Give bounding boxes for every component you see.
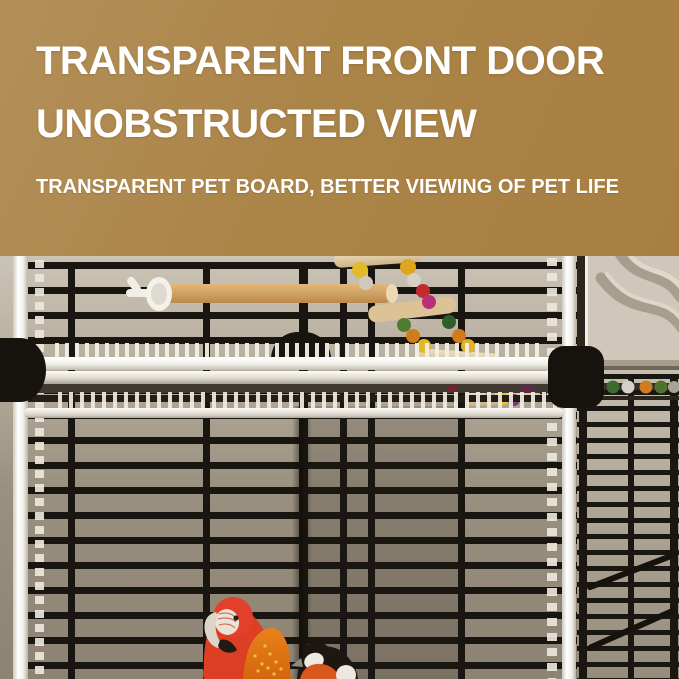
frame-clips-right	[547, 258, 557, 679]
board-bottom-rail	[24, 408, 564, 418]
side-grid-vertical-bar	[670, 374, 678, 679]
subheadline: TRANSPARENT PET BOARD, BETTER VIEWING OF PET LIFE	[36, 176, 619, 198]
cage-corner-tint	[303, 406, 461, 679]
marketing-banner	[0, 0, 679, 256]
headline-line-1: TRANSPARENT FRONT DOOR	[36, 39, 605, 83]
board-front-tube	[20, 357, 562, 370]
cage-grid-vertical-bar	[68, 262, 75, 679]
board-bracket-right	[548, 346, 604, 408]
board-bottom-comb	[58, 392, 558, 408]
cage-grid-vertical-bar	[203, 262, 210, 679]
side-grid-vertical-bar	[579, 374, 587, 679]
cage-photo	[0, 256, 679, 679]
board-front-tube	[20, 371, 562, 384]
headline-line-2: UNOBSTRUCTED VIEW	[36, 102, 477, 146]
frame-clips-left	[35, 260, 44, 679]
wall-left-edge	[0, 256, 13, 679]
frame-pole-right	[562, 256, 576, 679]
frame-pole-left	[13, 256, 28, 679]
board-top-comb	[55, 343, 545, 357]
